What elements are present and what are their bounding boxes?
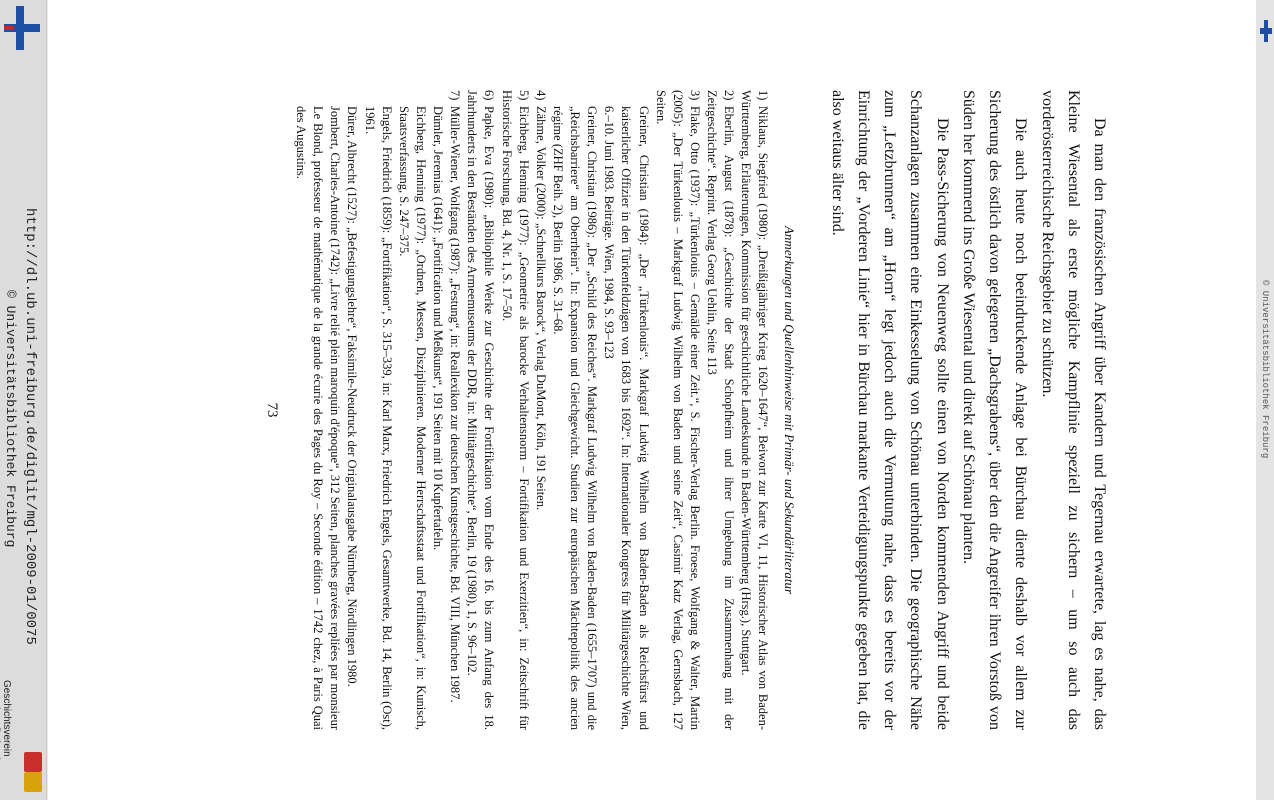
note-number: 6) <box>482 90 497 101</box>
note-text: Flake, Otto (1937): „Türkenlouis – Gemälde einer Zeit.“, S. Fischer-Verlag Berlin. Froese, Wolfgang & Walter, Martin (2005): „Der Türkenlouis – Markgraf Ludwig Wilhelm von Baden und seine Zeit“, Casimir Katz Verlag, Gernsbach, 127 Seiten. <box>653 90 702 730</box>
body-paragraph-1: Da man den französischen Angriff über Kandern und Tegernau erwartete, lag es nahe, das Kleine Wiesental als erste mögliche Kampflinie speziell zu sichern – um so auch das vorderösterreichische Reichsgebiet zu schützen. <box>1038 90 1108 730</box>
note-item <box>703 90 737 730</box>
note-item <box>532 90 549 730</box>
note-number: 3) <box>687 90 702 101</box>
note-subentry: Dürer, Albrecht (1527): „Befestigungslehre“, Faksimile-Neudruck der Originalausgabe Nürnberg, Nördlingen 1980. <box>345 106 360 687</box>
note-text: Eichberg, Henning (1977): „Geometrie als barocke Verhaltensnorm – Fortifikation und Exerzitien“, in: Zeitschrift für Historische Forschung, Bd. 4, Nr. 1, S. 17–50. <box>499 90 531 730</box>
note-item <box>446 90 463 730</box>
note-item <box>652 90 703 730</box>
next-page-logo-icon[interactable] <box>1260 20 1272 42</box>
copyright-text: © Universitätsbibliothek Freiburg <box>3 290 18 548</box>
university-logo-icon[interactable] <box>4 6 40 50</box>
body-paragraph-2: Die auch heute noch beeindruckende Anlage bei Bürchau diente deshalb vor allem zur Sicherung des östlich davon gelegenen „Dachsgrabens“, über den die Angreifer ihren Vorstoß von Süden her kommend ins Große Wiesental und direkt auf Schönau planten. <box>959 90 1030 730</box>
note-text: Papke, Eva (1980): „Bibliophile Werke zur Geschichte der Fortifikation vom Ende des 16. bis zum Anfang des 18. Jahrhunderts in den Beständen des Armeemuseums der DDR, in: Militärgeschichte“, Berlin, 19 (1980), 1, S. 96–102. <box>465 90 497 730</box>
partner-name-line2 <box>0 690 1 779</box>
note-subentry: Greiner, Christian (1984): „Der „Türkenlouis“. Markgraf Ludwig Wilhelm von Baden-Baden als Reichsfürst und kaiserlicher Offizier in den Türkenfeldzügen von 1683 bis 1692“. In: Internationaler Kongress für Militärgeschichte Wien, 6.–10. Juni 1983. Beiträge. Wien, 1984, S. 93–123 <box>602 106 651 730</box>
document-url[interactable]: http://dl.ub.uni-freiburg.de/diglit/mgl-2009-01/0075 <box>22 208 38 645</box>
header-fragment-text: © Universitätsbibliothek Freiburg <box>1260 280 1270 459</box>
note-subentry: Eichberg, Henning (1977): „Ordnen, Messen, Disziplinieren. Moderner Herrschaftsstaat und Fortifikation“, in: Kunisch, Staatsverfassung, S. 247–375. <box>396 106 428 730</box>
note-number: 7) <box>448 90 463 101</box>
page-number: 73 <box>263 402 280 418</box>
note-number: 1) <box>756 90 771 101</box>
notes-heading: Anmerkungen und Quellenhinweise mit Primär- und Sekundärliteratur <box>782 225 798 595</box>
note-text: Müller-Wiener, Wolfgang (1987): „Festung“, in: Reallexikon zur deutschen Kunstgeschichte, Bd. VIII, München 1987. <box>448 106 463 703</box>
note-subentry: Dümler, Jeremias (1641): „Fortification und Meßkunst“, 191 Seiten mit 10 Kupfertafeln. <box>431 106 446 551</box>
viewer-left-sidebar <box>0 0 47 800</box>
viewer-right-edge <box>1256 0 1274 800</box>
page-text-block <box>48 90 1208 730</box>
note-text: Niklaus, Siegfried (1980): „Dreißigjähriger Krieg 1620–1647“, Beiwort zur Karte VI, 11, Historischer Atlas von Baden-Württemberg, Erläuterungen, Kommission für geschichtliche Landeskunde in Baden-Württemberg (Hrsg.), Stuttgart. <box>739 90 771 730</box>
note-subentry: Jombert, Charles-Antoine (1742): „Livre relié plein maroquin d'époque“, 312 Seiten, planches gravées repliées par monsieur Le Blond, professeur de mathématique de la grande écurie des Pages du Roy – Seconde édition – 1742 chez, à Paris Quai des Augustins. <box>294 106 343 730</box>
note-number: 5) <box>516 90 531 101</box>
document-page <box>48 0 1256 800</box>
notes-list <box>292 90 772 730</box>
note-subentry: Engels, Friedrich (1859): „Fortifikation“, S. 315–339, in: Karl Marx, Friedrich Engels, Gesamtwerke, Bd. 14, Berlin (Ost), 1961. <box>362 106 394 730</box>
partner-crest-icon <box>24 752 42 792</box>
note-item <box>737 90 771 730</box>
note-number: 2) <box>722 90 737 101</box>
note-text: Eberlin, August (1878): „Geschichte der Stadt Schopfheim und ihrer Umgebung im Zusammenhang mit der Zeitgeschichte“. Reprint. Verlag Georg Uehlin, Seite 113 <box>705 90 737 730</box>
note-item <box>463 90 497 730</box>
note-number: 4) <box>533 90 548 101</box>
note-text: Zähme, Volker (2000): „Schnellkurs Barock“, Verlag DuMont, Köln, 191 Seiten. <box>533 106 548 511</box>
note-item <box>497 90 531 730</box>
rotated-page-content <box>48 0 1208 800</box>
note-subentry: Greiner, Christian (1986): „Der „Schild des Reiches“. Markgraf Ludwig Wilhelm von Baden-Baden (1655–1707) und die „Reichsbarriere“ am Oberrhein“. In: Expansion und Gleichgewicht. Studien zur europäischen Mächtepolitik des ancien régime (ZHF Beih. 2), Berlin 1986, S. 31–68. <box>550 106 600 730</box>
partner-name-line1: Geschichtsverein <box>1 680 12 757</box>
body-paragraph-3: Die Pass-Sicherung von Neuenweg sollte einen von Norden kommenden Angriff und beide Schanzanlagen zusammen eine Einkesselung von Schönau unterbinden. Die geographische Nähe zum „Letzbrunnen“ am „Horn“ legt jedoch auch die Vermutung nahe, dass es bereits vor der Einrichtung der „Vorderen Linie“ hier in Bürchau markante Verteidigungspunkte gegeben hat, die also weitaus älter sind. <box>828 90 951 730</box>
